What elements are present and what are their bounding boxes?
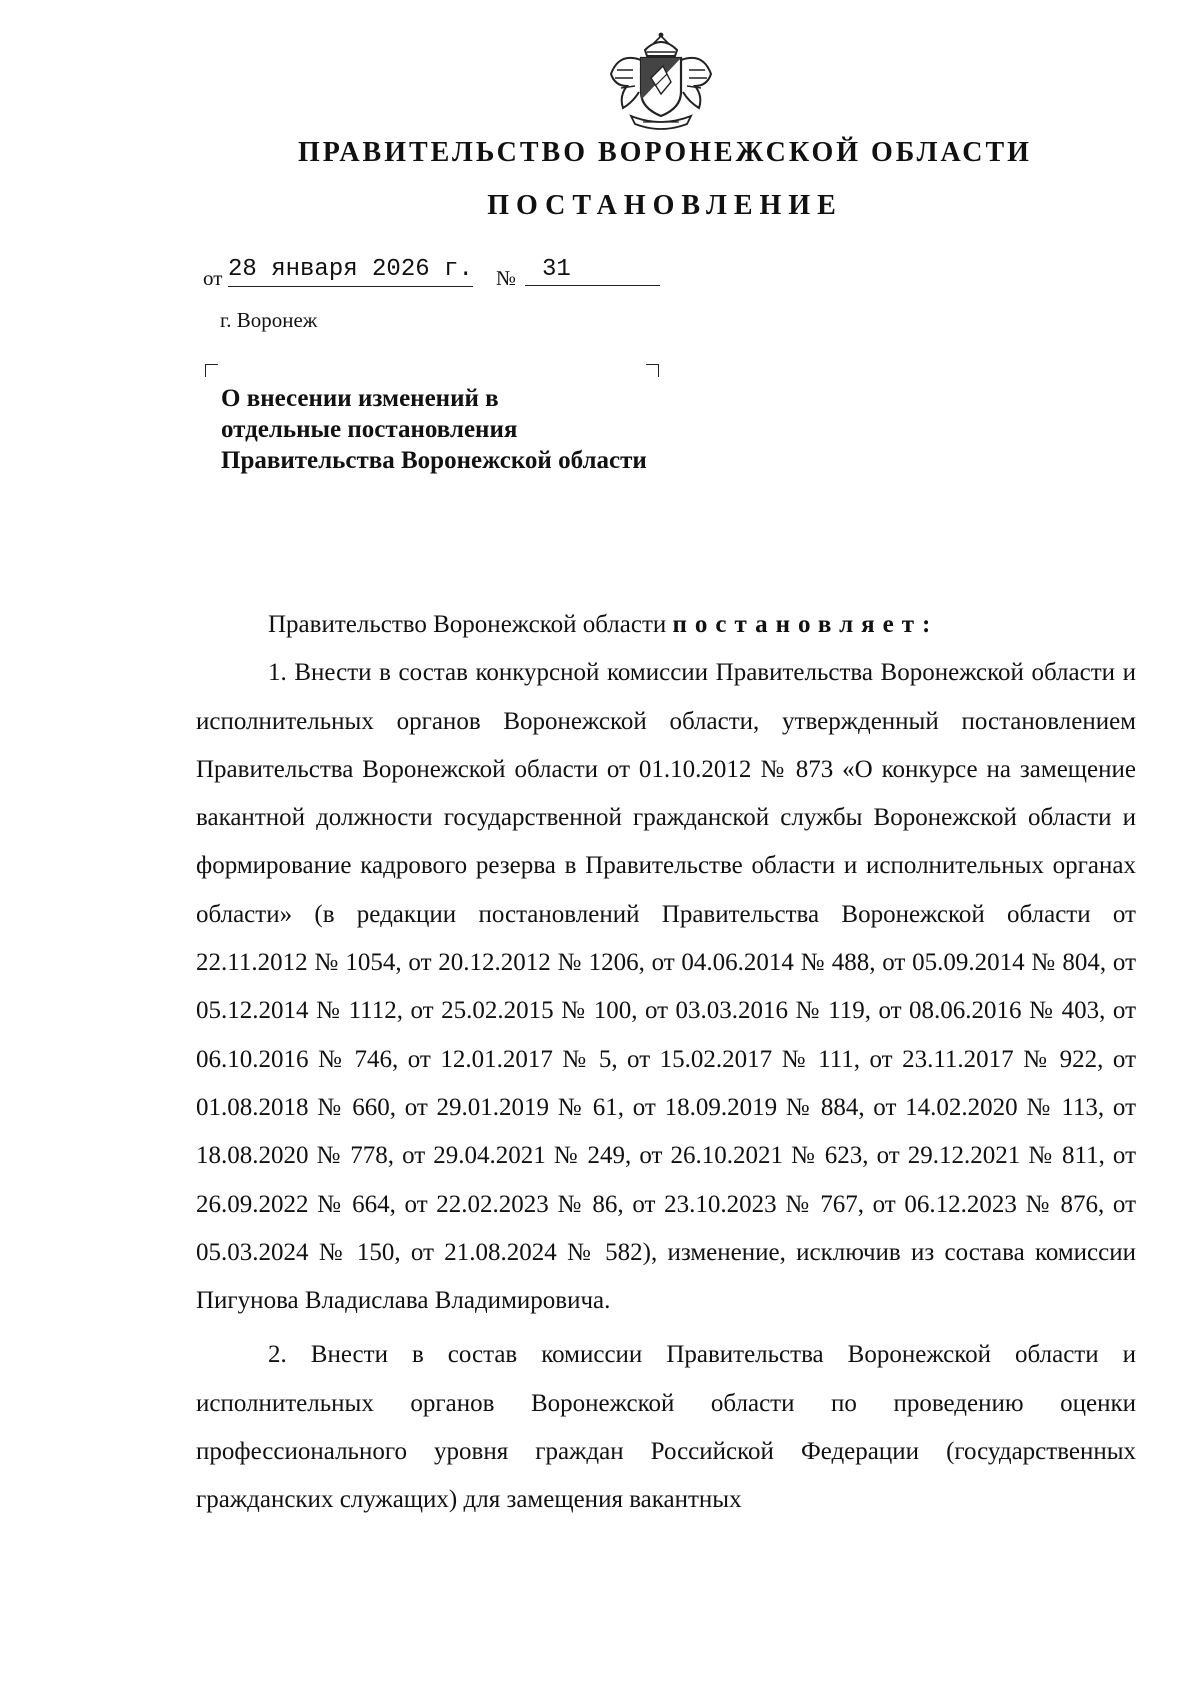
paragraph-1: 1. Внести в состав конкурсной комиссии Правительства Воронежской области и исполнительных органов Воронежской области, утвержденный постановлением Правительства Воронежской области от 01.10.2012 № 873 «О конкурсе на замещение вакантной должности государственной гражданской службы Воронежской области и формирование кадрового резерва в Правительстве области и исполнительных органах области» (в редакции постановлений Правительства Воронежской области от 22.11.2012 № 1054, от 20.12.2012 № 1206, от 04.06.2014 № 488, от 05.09.2014 № 804, от 05.12.2014 № 1112, от 25.02.2015 № 100, от 03.03.2016 № 119, от 08.06.2016 № 403, от 06.10.2016 № 746, от 12.01.2017 № 5, от 15.02.2017 № 111, от 23.11.2017 № 922, от 01.08.2018 № 660, от 29.01.2019 № 61, от 18.09.2019 № 884, от 14.02.2020 № 113, от 18.08.2020 № 778, от 29.04.2021 № 249, от 26.10.2021 № 623, от 29.12.2021 № 811, от 26.09.2022 № 664, от 22.02.2023 № 86, от 23.10.2023 № 767, от 06.12.2023 № 876, от 05.03.2024 № 150, от 21.08.2024 № 582), изменение, исключив из состава комиссии Пигунова Владислава Владимировича. (196, 659, 1136, 1315)
preamble-text: Правительство Воронежской области (268, 611, 667, 638)
preamble-verb: постановляет: (672, 611, 939, 638)
number-prefix-label: № (496, 266, 517, 290)
paragraph-2: 2. Внести в состав комиссии Правительства Воронежской области и исполнительных органов Воронежской области по проведению оценки профессионального уровня граждан Российской Федерации (государственных гражданских служащих) для замещения вакантных (196, 1341, 1136, 1514)
subject-corner-left (205, 364, 218, 377)
subject-corner-right (646, 364, 659, 377)
date-prefix-label: от (203, 266, 223, 290)
preamble (196, 601, 1136, 649)
subject-line-3: Правительства Воронежской области (221, 447, 647, 474)
coat-of-arms-icon (601, 30, 721, 130)
document-type-title: ПОСТАНОВЛЕНИЕ (487, 190, 843, 221)
subject-line-2: отдельные постановления (221, 416, 518, 443)
subject-line-1: О внесении изменений в (221, 385, 499, 412)
government-title: ПРАВИТЕЛЬСТВО ВОРОНЕЖСКОЙ ОБЛАСТИ (298, 137, 1032, 168)
city-label: г. Воронеж (220, 308, 318, 332)
number-field: 31 (525, 256, 660, 286)
date-field: 28 января 2026 г. (228, 256, 473, 287)
document-subject (221, 383, 781, 476)
document-body (196, 601, 1136, 1525)
